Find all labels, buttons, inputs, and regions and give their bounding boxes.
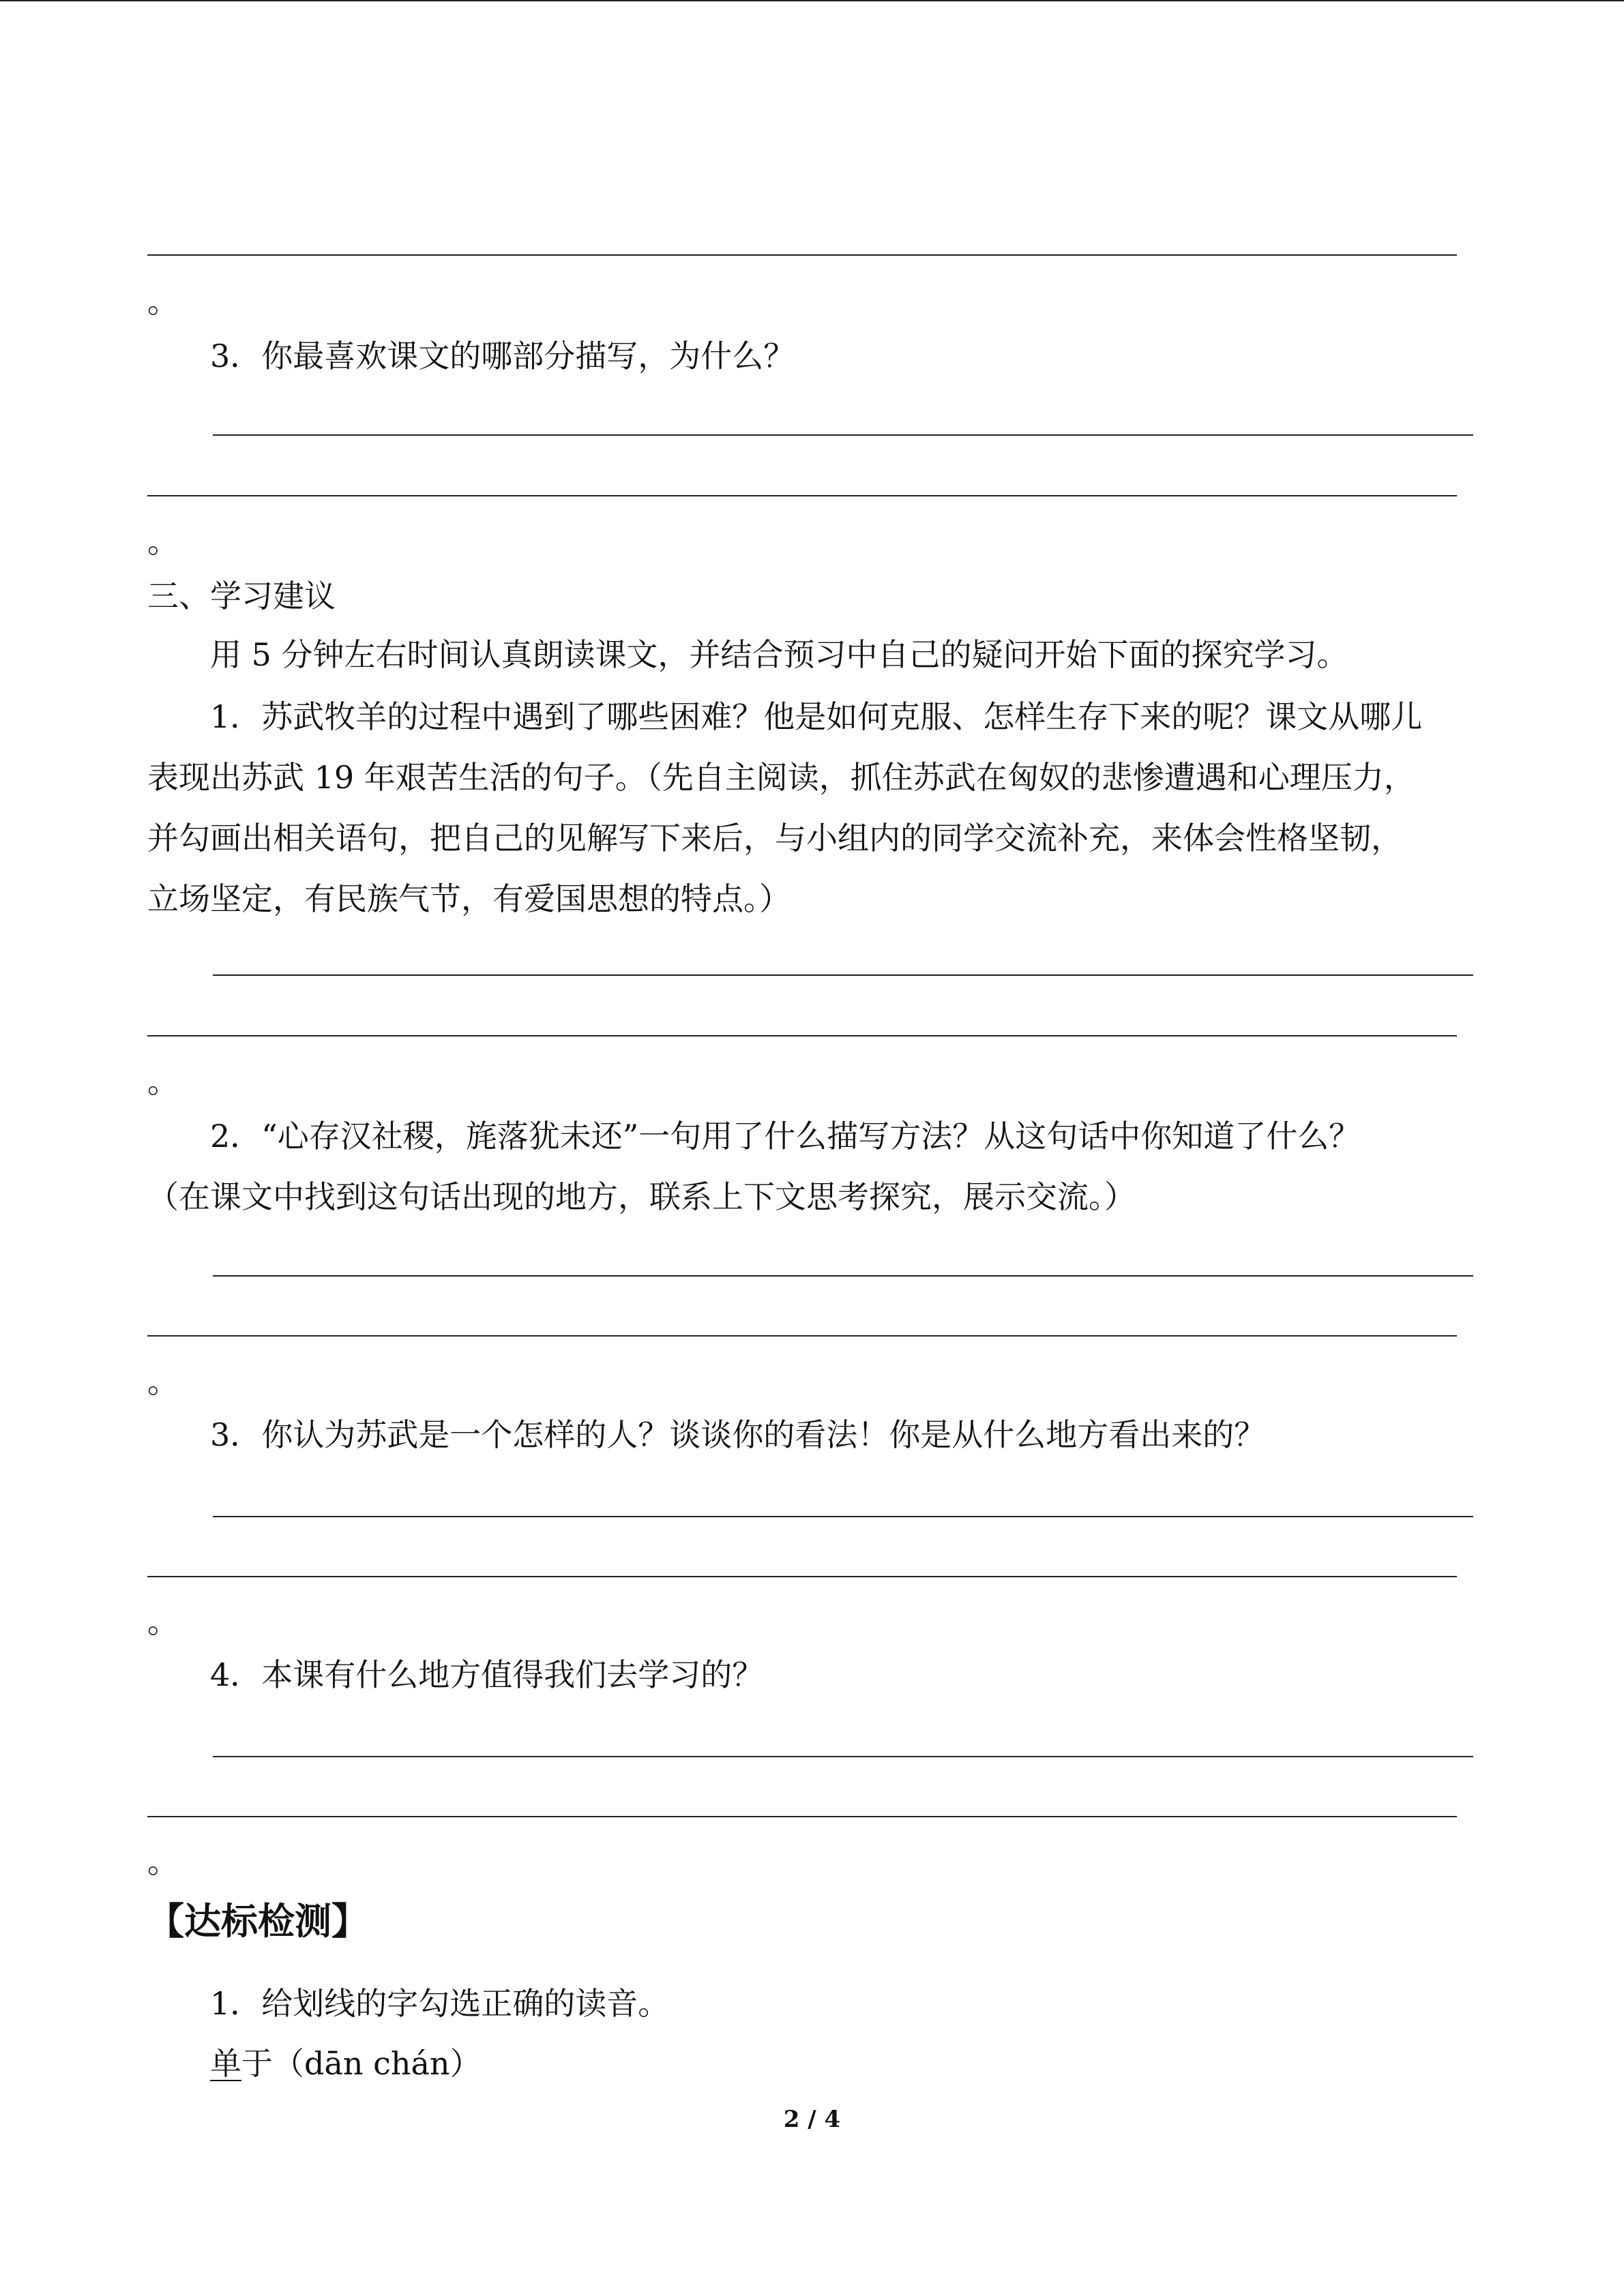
underlined-character: 单 <box>210 2045 241 2082</box>
inquiry-1-line: 1．苏武牧羊的过程中遇到了哪些困难？他是如何克服、怎样生存下来的呢？课文从哪儿 <box>210 698 1423 735</box>
question-3-favorite: 3．你最喜欢课文的哪部分描写，为什么？ <box>210 338 795 374</box>
answer-line <box>147 1576 1457 1577</box>
page-number: 2 / 4 <box>783 2106 841 2133</box>
period-mark: 。 <box>147 1603 179 1640</box>
answer-line <box>213 1516 1473 1517</box>
section-title: 三、学习建议 <box>147 578 336 614</box>
period-mark: 。 <box>147 283 179 320</box>
period-mark: 。 <box>147 1843 179 1880</box>
period-mark: 。 <box>147 1363 179 1400</box>
answer-line <box>213 1756 1473 1757</box>
answer-line <box>147 254 1457 256</box>
answer-line <box>213 974 1473 976</box>
period-mark: 。 <box>147 523 179 560</box>
answer-line <box>147 1335 1457 1337</box>
inquiry-1-line: 表现出苏武 19 年艰苦生活的句子。（先自主阅读，抓住苏武在匈奴的悲惨遭遇和心理压力， <box>147 759 1415 796</box>
inquiry-1 <box>147 687 1422 929</box>
inquiry-3: 3．你认为苏武是一个怎样的人？谈谈你的看法！你是从什么地方看出来的？ <box>210 1416 1266 1453</box>
answer-line <box>213 1275 1473 1277</box>
inquiry-1-line: 立场坚定，有民族气节，有爱国思想的特点。） <box>147 880 791 917</box>
answer-line <box>213 434 1473 436</box>
answer-line <box>147 1035 1457 1037</box>
section-intro: 用 5 分钟左右时间认真朗读课文，并结合预习中自己的疑问开始下面的探究学习。 <box>210 636 1348 673</box>
test-question-1-item <box>210 2044 482 2083</box>
inquiry-2-line: 2．“心存汉社稷，旄落犹未还”一句用了什么描写方法？从这句话中你知道了什么？ <box>210 1118 1361 1154</box>
inquiry-1-line: 并勾画出相关语句，把自己的见解写下来后，与小组内的同学交流补充，来体会性格坚韧， <box>147 820 1402 856</box>
answer-line <box>147 495 1457 496</box>
pinyin-options: 于（dān chán） <box>241 2045 482 2082</box>
answer-line <box>147 1816 1457 1817</box>
inquiry-2 <box>147 1106 1360 1227</box>
inquiry-2-line: （在课文中找到这句话出现的地方，联系上下文思考探究，展示交流。） <box>147 1178 1136 1215</box>
top-border <box>0 0 1624 1</box>
test-question-1: 1．给划线的字勾选正确的读音。 <box>210 1985 670 2022</box>
test-heading: 【达标检测】 <box>147 1899 368 1943</box>
period-mark: 。 <box>147 1063 179 1100</box>
inquiry-4: 4．本课有什么地方值得我们去学习的？ <box>210 1656 764 1693</box>
